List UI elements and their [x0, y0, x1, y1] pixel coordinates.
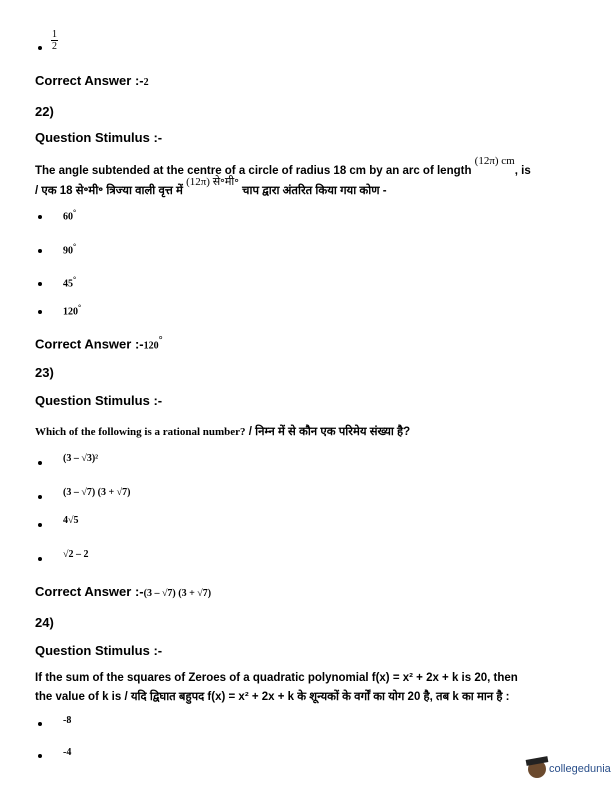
question-text-line1: If the sum of the squares of Zeroes of a quadratic polynomial f(x) = x² + 2x + k is 20, then: [35, 672, 518, 684]
question-stimulus-label: Question Stimulus :-: [35, 393, 163, 408]
correct-answer: [35, 73, 149, 88]
degree: °: [73, 208, 77, 217]
question-text-line2: the value of k is / यदि द्विघात बहुपद f(x) = x² + 2x + k के शून्यकों के वर्गों का योग 20 है, तब k का मान है :: [35, 691, 510, 703]
question-text: [35, 422, 410, 440]
collegedunia-logo: [528, 760, 611, 778]
bullet: [38, 523, 42, 527]
bullet: [38, 461, 42, 465]
option-text: 120: [63, 306, 78, 318]
bullet: [38, 310, 42, 314]
option[interactable]: 4√5: [63, 515, 79, 526]
option-fraction: [51, 24, 58, 52]
degree: °: [73, 242, 77, 251]
bullet: [38, 495, 42, 499]
question-stimulus-label: Question Stimulus :-: [35, 643, 163, 658]
option-text: 90: [63, 245, 73, 257]
bullet: [38, 557, 42, 561]
question-number: 24): [35, 615, 54, 630]
correct-answer-label: Correct Answer :-: [35, 336, 144, 352]
text: , is: [514, 164, 531, 177]
logo-mascot-icon: [528, 760, 546, 778]
numerator: 1: [52, 29, 57, 40]
option[interactable]: (3 – √7) (3 + √7): [63, 487, 131, 498]
text-hi: / निम्न में से कौन एक परिमेय संख्या है?: [245, 426, 411, 438]
math: (12π) cm: [474, 155, 515, 167]
bullet: [38, 754, 42, 758]
question-text-hi: [35, 178, 387, 198]
text: The angle subtended at the centre of a circle of radius 18 cm by an arc of length: [35, 164, 475, 177]
degree: °: [158, 335, 163, 346]
option-text: 45: [63, 278, 73, 290]
bullet: [38, 215, 42, 219]
text: / एक 18 से॰मी॰ त्रिज्या वाली वृत्त में: [35, 184, 187, 197]
bullet: [38, 249, 42, 253]
question-text-en: [35, 155, 531, 177]
degree: °: [78, 303, 82, 312]
correct-answer: [35, 584, 211, 599]
option[interactable]: [63, 303, 81, 317]
denominator: 2: [52, 41, 57, 52]
option[interactable]: [63, 208, 76, 222]
text-en: Which of the following is a rational number?: [35, 426, 246, 438]
option-text: 60: [63, 211, 73, 223]
bullet: [38, 282, 42, 286]
question-number: 23): [35, 365, 54, 380]
math: (12π) से॰मी॰: [186, 176, 239, 188]
option[interactable]: -4: [63, 747, 72, 758]
option[interactable]: √2 – 2: [63, 549, 89, 560]
correct-answer-value: (3 – √7) (3 + √7): [143, 588, 212, 599]
text: चाप द्वारा अंतरित किया गया कोण -: [238, 184, 387, 197]
correct-answer-value: 2: [143, 77, 149, 88]
question-number: 22): [35, 104, 54, 119]
logo-text: collegedunia: [549, 763, 611, 775]
bullet: [38, 722, 42, 726]
option[interactable]: [63, 242, 76, 256]
option[interactable]: [63, 275, 76, 289]
option[interactable]: (3 – √3)²: [63, 453, 99, 464]
correct-answer-value: 120: [143, 340, 159, 352]
correct-answer-label: Correct Answer :-: [35, 73, 144, 88]
degree: °: [73, 275, 77, 284]
correct-answer: [35, 335, 163, 351]
correct-answer-label: Correct Answer :-: [35, 584, 144, 599]
option[interactable]: -8: [63, 715, 72, 726]
bullet: [38, 46, 42, 50]
question-stimulus-label: Question Stimulus :-: [35, 130, 163, 145]
